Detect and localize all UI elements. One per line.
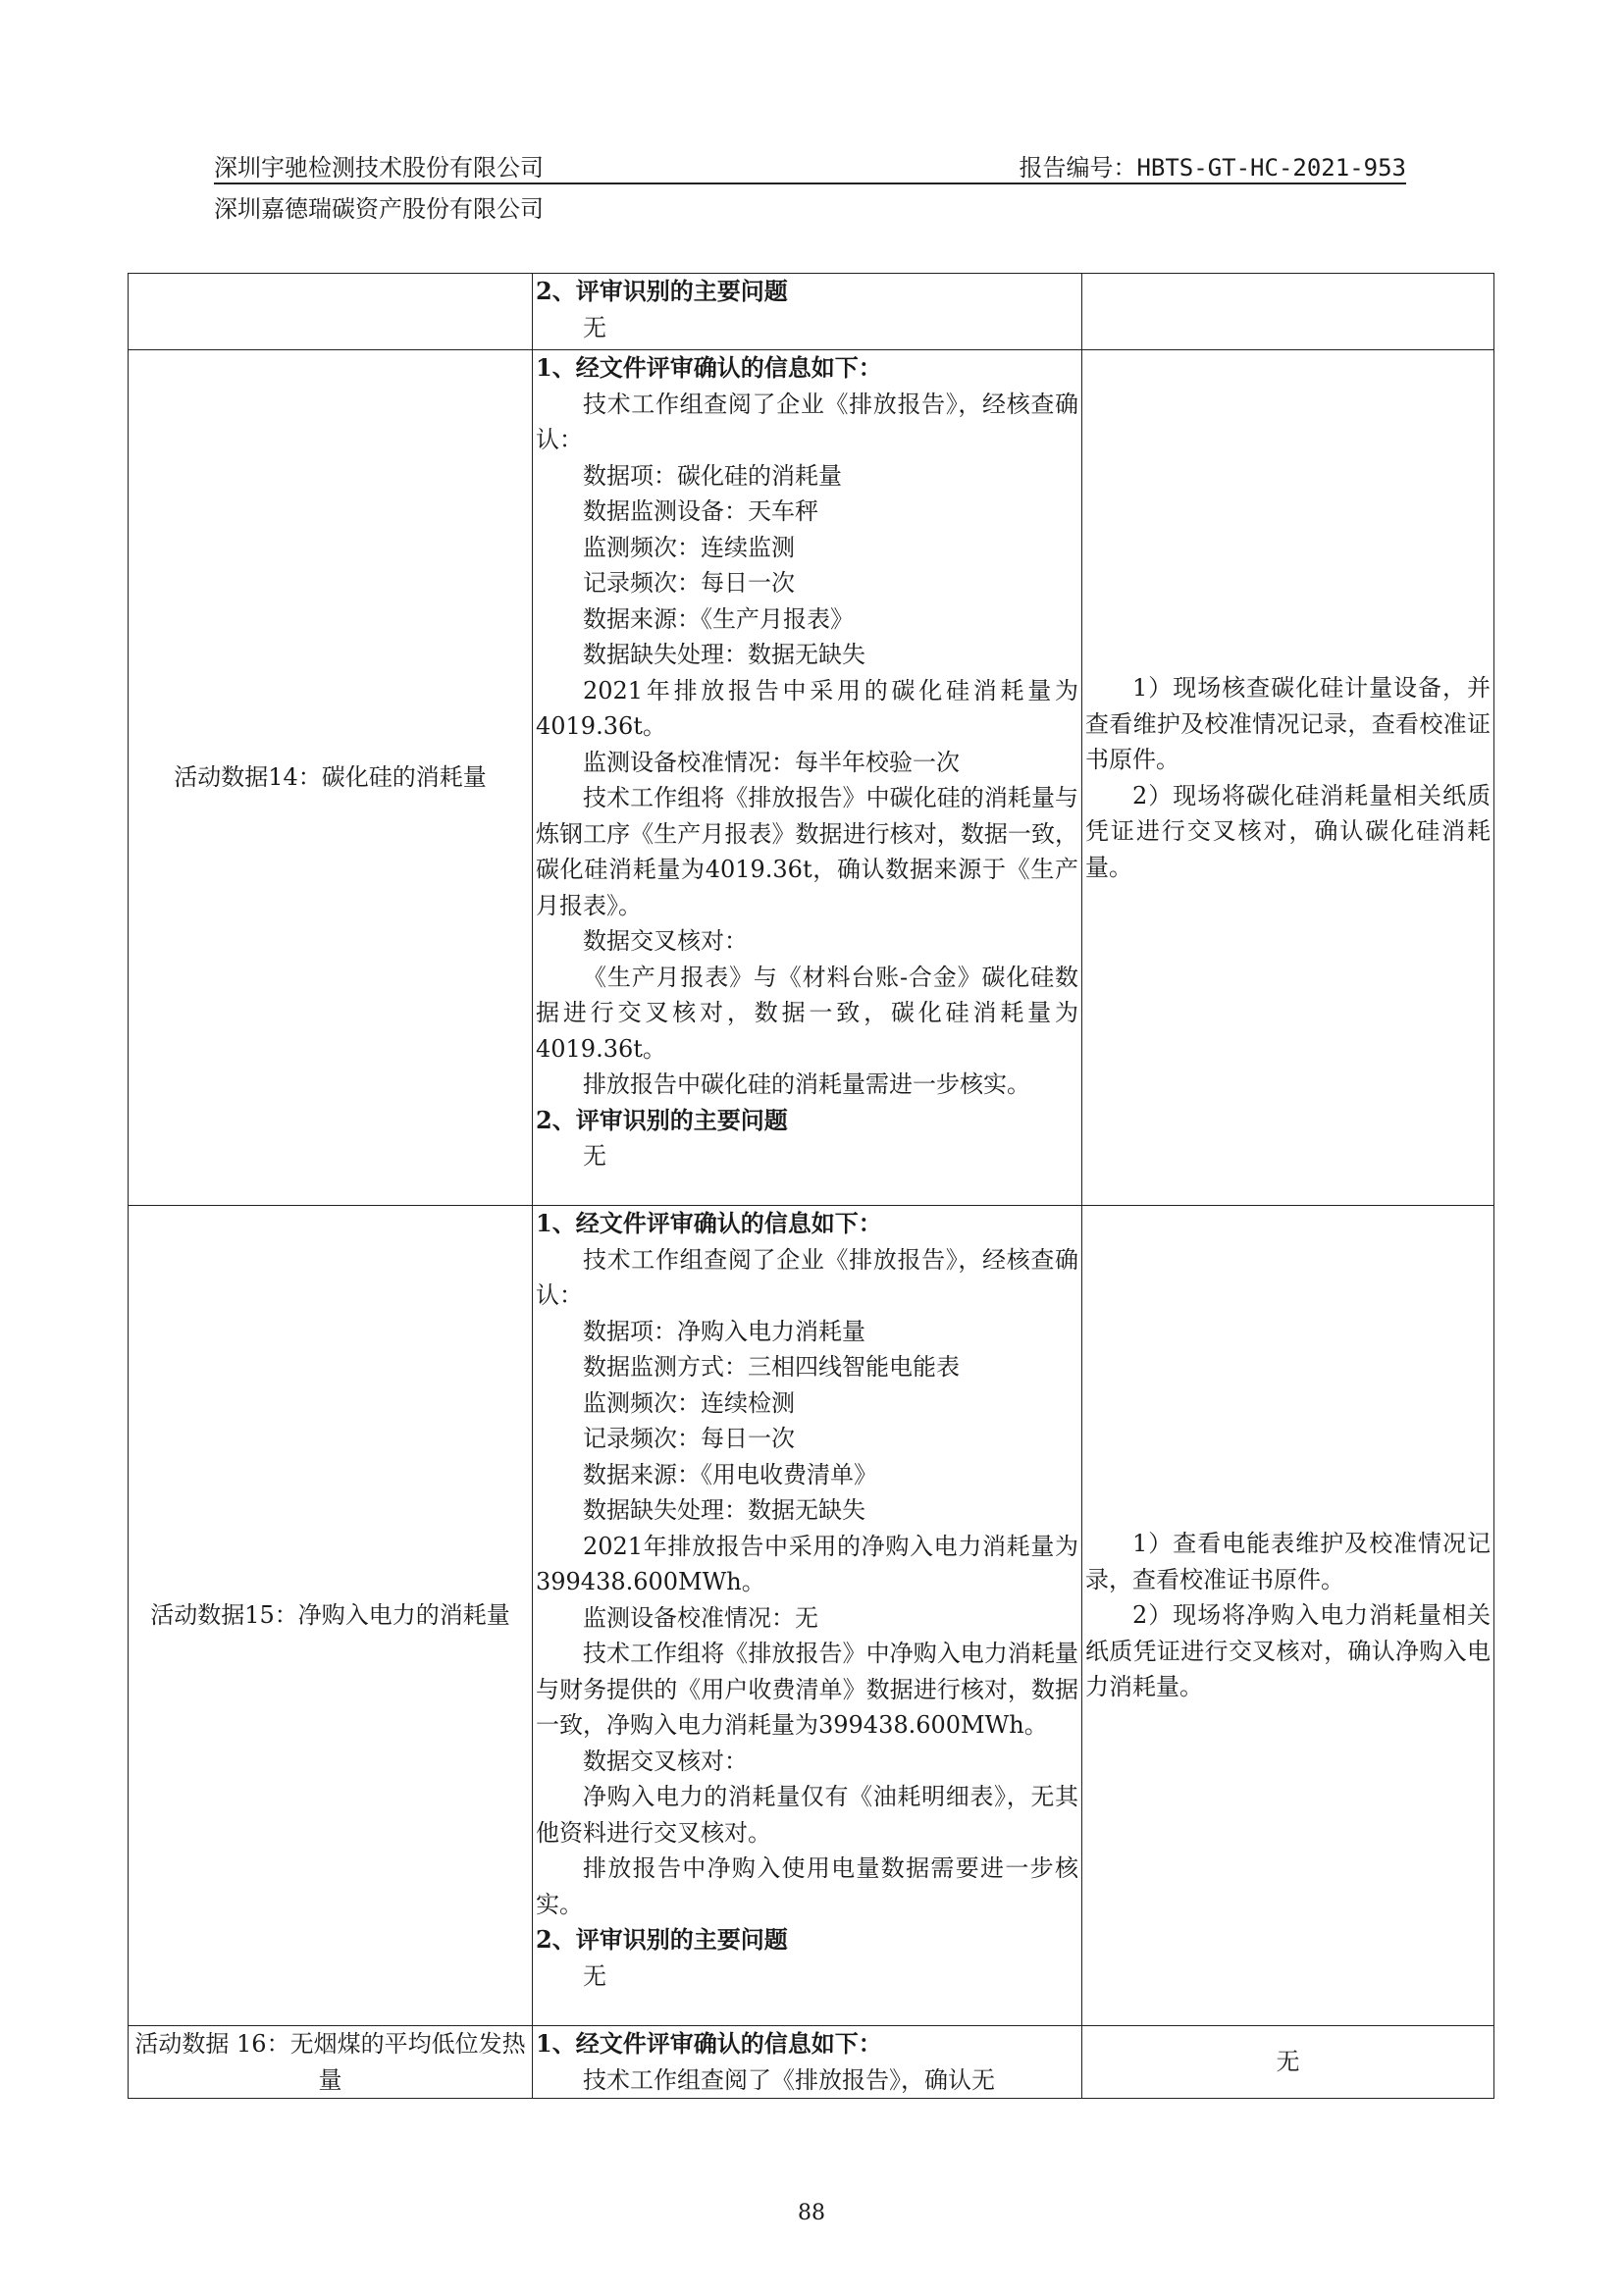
list-item: 数据缺失处理：数据无缺失 [583,641,865,668]
review-content-cell [533,2026,1082,2099]
onsite-check-cell [1082,350,1494,1206]
list-item: 监测频次：连续检测 [583,1388,795,1417]
section-heading: 1、经文件评审确认的信息如下： [536,353,882,382]
paragraph: 监测设备校准情况：每半年校验一次 [583,748,960,776]
company-name-secondary: 深圳嘉德瑞碳资产股份有限公司 [214,195,544,223]
row-label-cell [129,274,533,350]
list-item: 监测频次：连续监测 [583,533,795,561]
section-heading: 2、评审识别的主要问题 [536,1105,788,1134]
table-row [129,274,1494,350]
review-content-cell [533,274,1082,350]
paragraph: 技术工作组将《排放报告》中净购入电力消耗量与财务提供的《用户收费清单》数据进行核对，数据一致，净购入电力消耗量为399438.600MWh。 [536,1640,1078,1739]
list-item: 数据来源：《生产月报表》 [583,604,854,633]
paragraph: 排放报告中净购入使用电量数据需要进一步核实。 [536,1854,1078,1918]
section-heading: 1、经文件评审确认的信息如下： [536,1209,882,1237]
table-row [129,350,1494,1206]
list-item: 记录频次：每日一次 [583,1425,795,1452]
header-line [214,153,1406,184]
paragraph: 技术工作组查阅了《排放报告》，确认无 [583,2065,995,2094]
list-item: 数据监测设备：天车秤 [583,497,818,525]
paragraph: 无 [583,1142,606,1170]
paragraph: 2021年排放报告中采用的碳化硅消耗量为4019.36t。 [536,676,1078,740]
list-item: 数据监测方式：三相四线智能电能表 [583,1353,960,1381]
onsite-check-cell [1082,1206,1494,2026]
list-item: 数据缺失处理：数据无缺失 [583,1496,865,1524]
paragraph: 无 [583,1961,606,1990]
paragraph: 2）现场将净购入电力消耗量相关纸质凭证进行交叉核对，确认净购入电力消耗量。 [1085,1601,1491,1701]
table-row [129,1206,1494,2026]
list-item: 数据来源：《用电收费清单》 [583,1460,877,1488]
paragraph: 2021年排放报告中采用的净购入电力消耗量为399438.600MWh。 [536,1532,1078,1595]
review-table [128,273,1494,2099]
paragraph: 无 [583,313,606,341]
section-heading: 2、评审识别的主要问题 [536,277,788,305]
paragraph: 《生产月报表》与《材料台账-合金》碳化硅数据进行交叉核对，数据一致，碳化硅消耗量为4019.36t。 [536,963,1078,1063]
paragraph: 2）现场将碳化硅消耗量相关纸质凭证进行交叉核对，确认碳化硅消耗量。 [1085,781,1491,881]
paragraph: 1）现场核查碳化硅计量设备，并查看维护及校准情况记录，查看校准证书原件。 [1085,674,1491,773]
list-item: 记录频次：每日一次 [583,569,795,597]
paragraph: 技术工作组将《排放报告》中碳化硅的消耗量与炼钢工序《生产月报表》数据进行核对，数据一致，碳化硅消耗量为4019.36t，确认数据来源于《生产月报表》。 [536,784,1078,919]
review-content-cell [533,350,1082,1206]
paragraph: 排放报告中碳化硅的消耗量需进一步核实。 [583,1070,1030,1098]
onsite-check-cell: 无 [1082,2026,1494,2099]
row-label-cell: 活动数据 16：无烟煤的平均低位发热量 [129,2026,533,2099]
paragraph: 技术工作组查阅了企业《排放报告》，经核查确认： [536,1245,1078,1309]
review-content-cell [533,1206,1082,2026]
section-heading: 1、经文件评审确认的信息如下： [536,2029,882,2058]
section-heading: 2、评审识别的主要问题 [536,1925,788,1954]
list-item: 数据项：碳化硅的消耗量 [583,461,842,490]
paragraph: 数据交叉核对： [583,1747,748,1775]
header-line-2 [214,194,1406,224]
company-name-primary: 深圳宇驰检测技术股份有限公司 [214,154,544,182]
row-label-cell: 活动数据14：碳化硅的消耗量 [129,350,533,1206]
report-number: 报告编号：HBTS-GT-HC-2021-953 [1019,154,1406,182]
page-number: 88 [798,2201,825,2225]
onsite-check-cell [1082,274,1494,350]
paragraph: 净购入电力的消耗量仅有《油耗明细表》，无其他资料进行交叉核对。 [536,1783,1078,1847]
list-item: 数据项：净购入电力消耗量 [583,1317,865,1345]
paragraph: 数据交叉核对： [583,927,748,955]
paragraph: 监测设备校准情况：无 [583,1603,818,1632]
paragraph: 1）查看电能表维护及校准情况记录，查看校准证书原件。 [1085,1530,1491,1593]
row-label-cell: 活动数据15：净购入电力的消耗量 [129,1206,533,2026]
paragraph: 技术工作组查阅了企业《排放报告》，经核查确认： [536,390,1078,453]
table-row [129,2026,1494,2099]
